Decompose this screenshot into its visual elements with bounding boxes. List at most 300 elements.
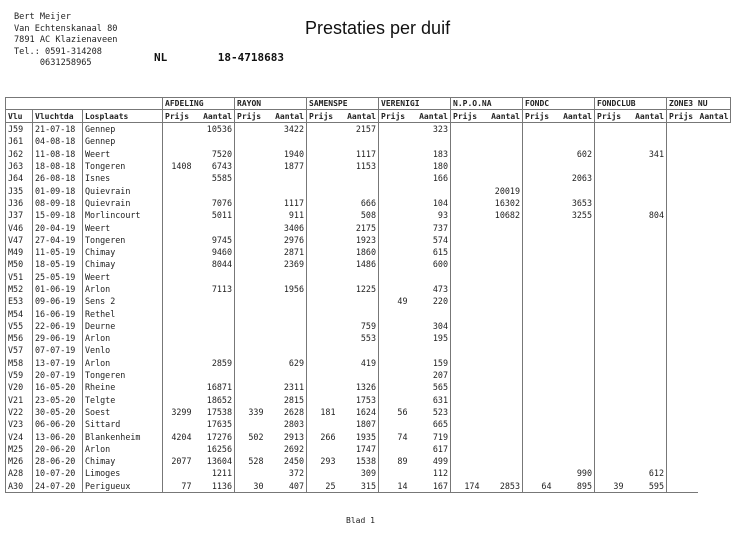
cell-aantal: 1956 (266, 283, 307, 295)
cell-losplaats: Gennep (83, 135, 163, 147)
cell-aantal: 1136 (194, 480, 235, 493)
cell-aantal: 3406 (266, 221, 307, 233)
cell-aantal: 615 (410, 246, 451, 258)
cell-prijs (379, 258, 410, 270)
cell-prijs (379, 197, 410, 209)
table-row (6, 455, 731, 467)
cell-prijs (451, 123, 482, 136)
cell-prijs: 2077 (163, 455, 194, 467)
cell-prijs (163, 467, 194, 479)
cell-prijs (379, 332, 410, 344)
cell-aantal (482, 443, 523, 455)
table-row (6, 197, 731, 209)
cell-vlu: A28 (6, 467, 33, 479)
cell-losplaats: Sens 2 (83, 295, 163, 307)
table-row (6, 271, 731, 283)
table-row (6, 148, 731, 160)
cell-aantal: 159 (410, 357, 451, 369)
cell-prijs (379, 172, 410, 184)
cell-prijs (163, 418, 194, 430)
cell-prijs (451, 443, 482, 455)
cell-prijs (523, 197, 554, 209)
cell-losplaats: Chimay (83, 455, 163, 467)
cell-prijs (307, 271, 338, 283)
owner-name: Bert Meijer (14, 12, 71, 22)
header-aantal: Aantal (338, 110, 379, 123)
cell-aantal: 2450 (266, 455, 307, 467)
cell-losplaats: Blankenheim (83, 430, 163, 442)
cell-prijs (451, 332, 482, 344)
cell-aantal (554, 344, 595, 356)
cell-prijs (235, 332, 266, 344)
cell-aantal: 6743 (194, 160, 235, 172)
cell-aantal: 600 (410, 258, 451, 270)
cell-prijs (235, 307, 266, 319)
cell-aantal (482, 320, 523, 332)
cell-prijs (451, 307, 482, 319)
cell-prijs (163, 246, 194, 258)
cell-prijs (163, 357, 194, 369)
cell-prijs (379, 467, 410, 479)
cell-prijs (667, 234, 698, 246)
cell-prijs (163, 394, 194, 406)
cell-aantal (194, 184, 235, 196)
cell-prijs (235, 369, 266, 381)
cell-aantal: 1877 (266, 160, 307, 172)
cell-prijs (523, 148, 554, 160)
cell-vlu: J62 (6, 148, 33, 160)
cell-aantal (626, 160, 667, 172)
cell-prijs (451, 184, 482, 196)
cell-aantal (410, 344, 451, 356)
cell-vlu: V47 (6, 234, 33, 246)
cell-aantal (554, 258, 595, 270)
cell-losplaats: Morlincourt (83, 209, 163, 221)
cell-date: 16-06-19 (33, 307, 83, 319)
cell-prijs (451, 381, 482, 393)
cell-aantal: 617 (410, 443, 451, 455)
table-row (6, 480, 731, 493)
cell-prijs (667, 246, 698, 258)
cell-aantal: 2976 (266, 234, 307, 246)
ring-number-line (154, 51, 284, 64)
cell-aantal: 304 (410, 320, 451, 332)
cell-aantal (626, 184, 667, 196)
header-prijs: Prijs (307, 110, 338, 123)
cell-prijs (595, 295, 626, 307)
table-row (6, 381, 731, 393)
cell-losplaats: Rethel (83, 307, 163, 319)
owner-city: 7891 AC Klazienaveen (14, 35, 118, 46)
group-header-npo: N.P.O.NA (451, 98, 523, 110)
cell-aantal: 315 (338, 480, 379, 493)
cell-aantal (626, 344, 667, 356)
cell-prijs (451, 467, 482, 479)
cell-prijs (307, 418, 338, 430)
cell-aantal: 574 (410, 234, 451, 246)
cell-prijs (307, 344, 338, 356)
cell-prijs (163, 221, 194, 233)
results-body (6, 123, 731, 493)
cell-losplaats: Weert (83, 221, 163, 233)
cell-aantal: 8044 (194, 258, 235, 270)
cell-losplaats: Chimay (83, 246, 163, 258)
cell-aantal (410, 135, 451, 147)
cell-prijs (667, 430, 698, 442)
owner-mobile: 0631258965 (14, 58, 92, 69)
cell-losplaats: Deurne (83, 320, 163, 332)
cell-aantal: 665 (410, 418, 451, 430)
cell-aantal: 1860 (338, 246, 379, 258)
cell-prijs: 528 (235, 455, 266, 467)
cell-aantal (266, 320, 307, 332)
cell-aantal: 1753 (338, 394, 379, 406)
cell-aantal (554, 135, 595, 147)
cell-prijs (595, 283, 626, 295)
cell-aantal (626, 430, 667, 442)
cell-vlu: M25 (6, 443, 33, 455)
cell-aantal (626, 418, 667, 430)
cell-prijs (235, 295, 266, 307)
cell-prijs (235, 418, 266, 430)
cell-prijs (595, 160, 626, 172)
cell-aantal: 2369 (266, 258, 307, 270)
group-header-rayon: RAYON (235, 98, 307, 110)
cell-prijs: 502 (235, 430, 266, 442)
cell-prijs (667, 271, 698, 283)
cell-aantal (626, 332, 667, 344)
table-row (6, 320, 731, 332)
cell-prijs (379, 443, 410, 455)
cell-aantal (554, 271, 595, 283)
cell-prijs (595, 197, 626, 209)
cell-prijs (307, 184, 338, 196)
cell-prijs (235, 258, 266, 270)
cell-aantal (482, 455, 523, 467)
cell-prijs (163, 148, 194, 160)
cell-prijs (667, 295, 698, 307)
cell-aantal: 1326 (338, 381, 379, 393)
cell-prijs (379, 184, 410, 196)
cell-prijs (523, 172, 554, 184)
cell-date: 20-04-19 (33, 221, 83, 233)
table-row (6, 394, 731, 406)
cell-prijs (595, 467, 626, 479)
cell-vlu: V57 (6, 344, 33, 356)
table-row (6, 184, 731, 196)
cell-aantal: 2859 (194, 357, 235, 369)
cell-prijs (667, 381, 698, 393)
cell-prijs (379, 344, 410, 356)
cell-aantal: 1807 (338, 418, 379, 430)
cell-prijs: 4204 (163, 430, 194, 442)
cell-aantal: 220 (410, 295, 451, 307)
cell-date: 15-09-18 (33, 209, 83, 221)
cell-aantal (626, 221, 667, 233)
cell-aantal (266, 332, 307, 344)
cell-prijs (379, 271, 410, 283)
cell-losplaats: Weert (83, 148, 163, 160)
cell-prijs (523, 430, 554, 442)
owner-address (14, 12, 117, 70)
cell-date: 25-05-19 (33, 271, 83, 283)
group-header-fondc: FONDC (523, 98, 595, 110)
cell-vlu: M26 (6, 455, 33, 467)
cell-aantal: 341 (626, 148, 667, 160)
cell-vlu: J35 (6, 184, 33, 196)
cell-aantal (554, 418, 595, 430)
cell-losplaats: Telgte (83, 394, 163, 406)
cell-aantal (626, 283, 667, 295)
cell-prijs (523, 344, 554, 356)
cell-aantal: 104 (410, 197, 451, 209)
cell-prijs (163, 283, 194, 295)
cell-aantal (626, 357, 667, 369)
cell-vlu: V21 (6, 394, 33, 406)
cell-prijs: 14 (379, 480, 410, 493)
cell-aantal (626, 406, 667, 418)
cell-aantal (626, 172, 667, 184)
header-prijs: Prijs (523, 110, 554, 123)
cell-prijs (523, 332, 554, 344)
cell-date: 27-04-19 (33, 234, 83, 246)
cell-aantal (482, 148, 523, 160)
cell-aantal: 553 (338, 332, 379, 344)
cell-prijs (379, 307, 410, 319)
cell-prijs (667, 258, 698, 270)
cell-aantal: 499 (410, 455, 451, 467)
cell-aantal (626, 307, 667, 319)
blank-header (6, 98, 163, 110)
cell-aantal (554, 234, 595, 246)
cell-date: 08-09-18 (33, 197, 83, 209)
cell-prijs (451, 369, 482, 381)
cell-aantal: 1923 (338, 234, 379, 246)
cell-date: 10-07-20 (33, 467, 83, 479)
cell-aantal (482, 234, 523, 246)
cell-aantal (194, 320, 235, 332)
table-row (6, 246, 731, 258)
cell-prijs (451, 283, 482, 295)
cell-aantal: 2628 (266, 406, 307, 418)
cell-date: 11-08-18 (33, 148, 83, 160)
cell-aantal: 166 (410, 172, 451, 184)
cell-aantal (626, 381, 667, 393)
cell-date: 29-06-19 (33, 332, 83, 344)
cell-prijs: 74 (379, 430, 410, 442)
cell-aantal (410, 307, 451, 319)
cell-aantal (482, 160, 523, 172)
cell-aantal: 207 (410, 369, 451, 381)
cell-prijs (667, 406, 698, 418)
cell-aantal (410, 184, 451, 196)
cell-prijs (235, 234, 266, 246)
cell-prijs (451, 271, 482, 283)
header-prijs: Prijs (379, 110, 410, 123)
cell-vlu: J59 (6, 123, 33, 136)
cell-prijs (667, 135, 698, 147)
cell-prijs (523, 443, 554, 455)
header-vlu: Vlu (6, 110, 33, 123)
cell-prijs (595, 246, 626, 258)
cell-prijs (235, 135, 266, 147)
cell-prijs (667, 184, 698, 196)
cell-prijs (595, 148, 626, 160)
cell-prijs (595, 381, 626, 393)
cell-date: 13-06-20 (33, 430, 83, 442)
cell-prijs (595, 357, 626, 369)
cell-vlu: V20 (6, 381, 33, 393)
cell-vlu: M56 (6, 332, 33, 344)
cell-losplaats: Arlon (83, 283, 163, 295)
table-row (6, 357, 731, 369)
cell-prijs (451, 320, 482, 332)
cell-vlu: A30 (6, 480, 33, 493)
cell-prijs (307, 320, 338, 332)
header-aantal: Aantal (698, 110, 731, 123)
cell-prijs (235, 184, 266, 196)
cell-prijs (307, 381, 338, 393)
cell-vlu: V23 (6, 418, 33, 430)
cell-prijs (235, 357, 266, 369)
cell-losplaats: Tongeren (83, 160, 163, 172)
cell-aantal: 2692 (266, 443, 307, 455)
cell-aantal (410, 271, 451, 283)
cell-prijs: 49 (379, 295, 410, 307)
cell-aantal (194, 369, 235, 381)
cell-prijs (307, 258, 338, 270)
cell-prijs (667, 455, 698, 467)
cell-prijs (523, 320, 554, 332)
cell-aantal (626, 258, 667, 270)
cell-prijs (667, 480, 698, 493)
country-code: NL (154, 51, 168, 64)
cell-prijs (451, 172, 482, 184)
cell-aantal (554, 184, 595, 196)
cell-prijs (163, 172, 194, 184)
cell-aantal: 759 (338, 320, 379, 332)
header-prijs: Prijs (667, 110, 698, 123)
cell-prijs (163, 369, 194, 381)
cell-aantal (482, 307, 523, 319)
cell-prijs (307, 135, 338, 147)
cell-vlu: M54 (6, 307, 33, 319)
cell-aantal (266, 344, 307, 356)
cell-aantal: 3653 (554, 197, 595, 209)
cell-aantal (626, 234, 667, 246)
cell-losplaats: Isnes (83, 172, 163, 184)
cell-prijs (379, 394, 410, 406)
cell-vlu: V24 (6, 430, 33, 442)
cell-losplaats: Gennep (83, 123, 163, 136)
cell-aantal: 631 (410, 394, 451, 406)
cell-prijs (667, 283, 698, 295)
page-number: Blad 1 (346, 516, 375, 525)
cell-prijs (451, 135, 482, 147)
cell-aantal (554, 406, 595, 418)
cell-date: 21-07-18 (33, 123, 83, 136)
cell-aantal: 9745 (194, 234, 235, 246)
cell-prijs (379, 135, 410, 147)
cell-prijs (163, 320, 194, 332)
cell-aantal (338, 184, 379, 196)
cell-aantal (482, 258, 523, 270)
cell-losplaats: Tongeren (83, 234, 163, 246)
cell-prijs (379, 418, 410, 430)
header-prijs: Prijs (451, 110, 482, 123)
cell-aantal (482, 357, 523, 369)
cell-aantal (554, 246, 595, 258)
cell-prijs (667, 221, 698, 233)
cell-aantal (266, 184, 307, 196)
cell-vlu: J61 (6, 135, 33, 147)
cell-prijs (667, 209, 698, 221)
cell-aantal: 17538 (194, 406, 235, 418)
cell-aantal: 2311 (266, 381, 307, 393)
cell-prijs (307, 160, 338, 172)
cell-vlu: E53 (6, 295, 33, 307)
cell-aantal (338, 295, 379, 307)
cell-aantal: 1211 (194, 467, 235, 479)
cell-prijs: 174 (451, 480, 482, 493)
cell-aantal (482, 172, 523, 184)
cell-prijs (163, 258, 194, 270)
table-row (6, 344, 731, 356)
cell-aantal (626, 123, 667, 136)
cell-prijs (379, 160, 410, 172)
cell-date: 24-07-20 (33, 480, 83, 493)
cell-aantal (194, 332, 235, 344)
cell-prijs (595, 258, 626, 270)
cell-prijs (667, 197, 698, 209)
cell-prijs (523, 295, 554, 307)
cell-aantal: 10682 (482, 209, 523, 221)
cell-aantal (554, 430, 595, 442)
group-header-zone3: ZONE3 NU (667, 98, 731, 110)
table-row (6, 209, 731, 221)
cell-prijs (523, 283, 554, 295)
cell-prijs (667, 307, 698, 319)
cell-prijs (451, 234, 482, 246)
cell-date: 28-06-20 (33, 455, 83, 467)
table-row (6, 406, 731, 418)
cell-aantal: 1940 (266, 148, 307, 160)
cell-aantal: 595 (626, 480, 667, 493)
cell-prijs (595, 209, 626, 221)
cell-vlu: V55 (6, 320, 33, 332)
cell-aantal: 93 (410, 209, 451, 221)
table-row (6, 258, 731, 270)
cell-prijs (379, 123, 410, 136)
cell-aantal: 508 (338, 209, 379, 221)
cell-prijs (307, 197, 338, 209)
cell-losplaats: Arlon (83, 443, 163, 455)
cell-prijs (451, 246, 482, 258)
table-row (6, 160, 731, 172)
cell-aantal: 13604 (194, 455, 235, 467)
cell-aantal: 183 (410, 148, 451, 160)
ring-number: 18-4718683 (217, 51, 284, 64)
cell-prijs (523, 258, 554, 270)
page-title: Prestaties per duif (305, 18, 451, 38)
cell-prijs (595, 430, 626, 442)
cell-prijs (451, 209, 482, 221)
cell-aantal (554, 221, 595, 233)
cell-aantal (482, 123, 523, 136)
cell-vlu: M52 (6, 283, 33, 295)
cell-prijs (595, 135, 626, 147)
cell-aantal: 2803 (266, 418, 307, 430)
